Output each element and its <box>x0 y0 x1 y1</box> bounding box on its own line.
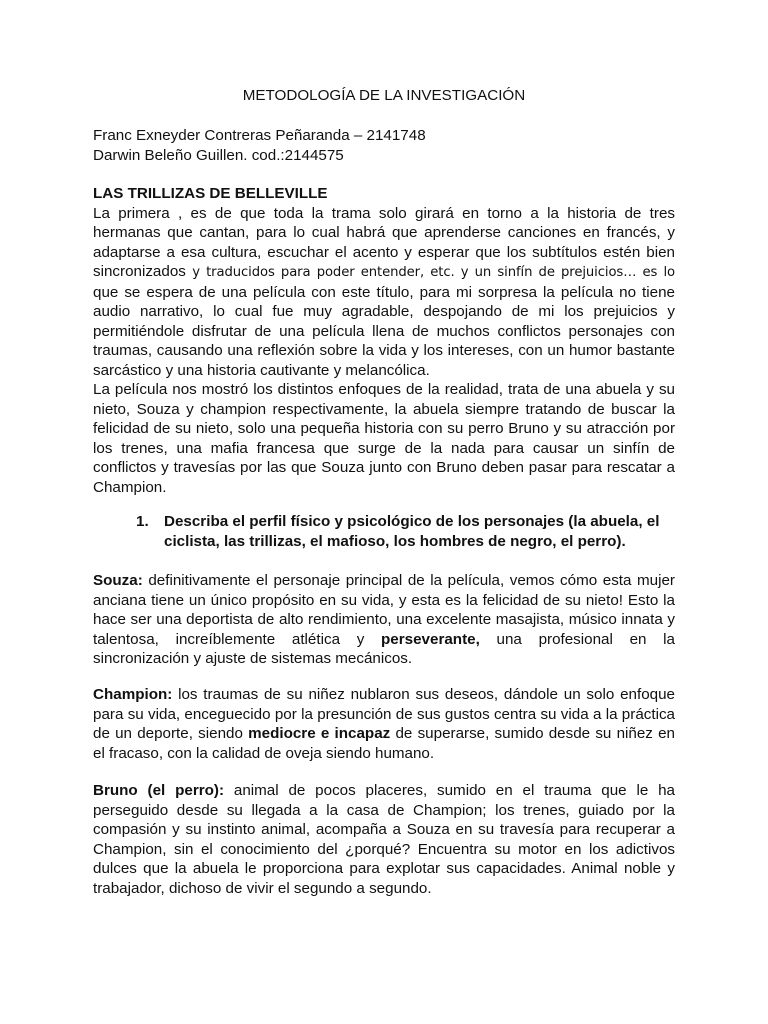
question-number: 1. <box>136 513 149 530</box>
souza-text-1: definitivamente el personaje principal de la película, vemos cómo esta mujer anciana tiene un único propósito en su vida, y esta es la felicidad de su nieto! Esto la hace ser una deportista de alto rendimiento, una excelente masajista, músico innata y talentosa, increíblemente atlética y <box>93 572 675 648</box>
question-text: Describa el perfil físico y psicológico de los personajes (la abuela, el ciclista, las trillizas, el mafioso, los hombres de negro, el perro). <box>164 513 660 550</box>
souza-paragraph <box>93 571 675 669</box>
author-line-1: Franc Exneyder Contreras Peñaranda – 2141748 <box>93 127 426 144</box>
champion-text-2: de superarse, sumido desde su niñez en el fracaso, con la calidad de oveja siendo humano. <box>93 725 676 762</box>
author-line-2: Darwin Beleño Guillen. cod.:2144575 <box>93 146 344 164</box>
authors-block <box>93 126 426 165</box>
bruno-paragraph <box>93 781 675 898</box>
bruno-text-1: animal de pocos placeres, sumido en el trauma que le ha perseguido desde su llegada a la casa de Champion; los trenes, guiado por la compasión y su instinto animal, acompaña a Souza en su travesía para recuperar a Champion, sin el conocimiento del ¿porqué? Encuentra su motor en los adictivos dulces que la abuela le proporciona para explotar sus capacidades. Animal noble y trabajador, dichoso de vivir el segundo a segundo. <box>93 782 675 897</box>
document-title: METODOLOGÍA DE LA INVESTIGACIÓN <box>242 87 526 104</box>
souza-text-2: una profesional en la sincronización y ajuste de sistemas mecánicos. <box>93 630 675 667</box>
section-heading: LAS TRILLIZAS DE BELLEVILLE <box>93 185 328 202</box>
intro-section <box>93 184 675 497</box>
champion-label: Champion: <box>93 686 173 703</box>
paragraph-2: La película nos mostró los distintos enfoques de la realidad, trata de una abuela y su nieto, Souza y champion respectivamente, la abuela siempre tratando de buscar la felicidad de su nieto, solo una pequeña historia con su perro Bruno y su atracción por los trenes, una mafia francesa que surge de la nada para causar un sinfín de conflictos y travesías por las que Souza junto con Bruno deben pasar para rescatar a Champion. <box>93 381 675 496</box>
champion-bold: mediocre e incapaz <box>248 725 391 742</box>
paragraph-1-part-2: y traducidos para poder entender, etc. y un sinfín de prejuicios… es lo <box>192 265 675 280</box>
paragraph-1-part-1: La primera , es de que toda la trama solo girará en torno a la historia de tres hermanas que cantan, para lo cual habrá que aprenderse canciones en francés, y adaptarse a esa cultura, escuchar el acento y esperar que los subtítulos estén bien sincronizados <box>93 204 675 280</box>
champion-paragraph <box>93 685 675 763</box>
paragraph-1 <box>93 204 675 381</box>
souza-bold: perseverante, <box>381 630 480 648</box>
paragraph-1-part-3: que se espera de una película con este título, para mi sorpresa la película no tiene audio narrativo, lo cual fue muy agradable, despojando de mi los prejuicios y permitiéndole disfrutar de una película llena de muchos conflictos personajes con traumas, causando una reflexión sobre la vida y los intereses, con un humor bastante sarcástico y una historia cautivante y melancólica. <box>93 283 675 379</box>
bruno-label: Bruno (el perro): <box>93 782 225 799</box>
question-item <box>136 512 676 551</box>
souza-label: Souza: <box>93 572 143 589</box>
champion-text-1: los traumas de su niñez nublaron sus deseos, dándole un solo enfoque para su vida, enceguecido por la presunción de sus gustos centra su vida a la práctica de un deporte, siendo <box>93 686 675 742</box>
